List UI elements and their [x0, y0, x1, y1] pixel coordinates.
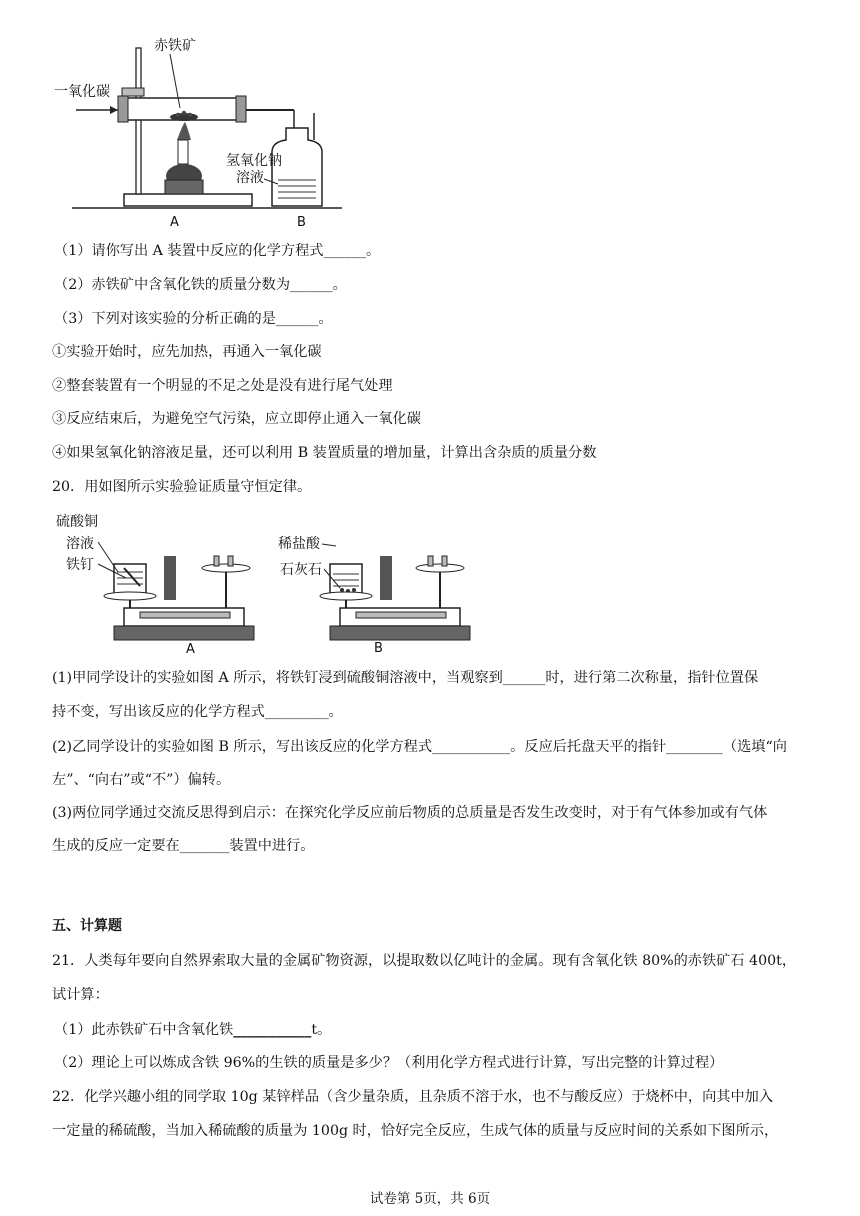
q21-stem-line2: 试计算：: [52, 987, 109, 1003]
q20-part1-line1: (1)甲同学设计的实验如图 A 所示，将铁钉浸到硫酸铜溶液中，当观察到______时，进行第二次称量，指针位置保: [52, 670, 759, 686]
figA-label-cuso4: 硫酸铜: [56, 514, 98, 530]
figA-label-solution: 溶液: [66, 536, 94, 552]
q21-sub1-prefix: （1）此赤铁矿石中含氧化铁: [54, 1022, 234, 1038]
q20-part1-line2: 持不变，写出该反应的化学方程式_________。: [52, 704, 343, 720]
q20-part2-line1: (2)乙同学设计的实验如图 B 所示，写出该反应的化学方程式___________。反应后托盘天平的指针________（选填“向: [52, 739, 787, 755]
figB-label-limestone: 石灰石: [280, 562, 322, 578]
q21-sub1-blank: ___________: [233, 1022, 312, 1038]
q19-sub2: （2）赤铁矿中含氧化铁的质量分数为______。: [54, 277, 347, 293]
fig1-caption-a: A: [170, 215, 179, 230]
q19-sub3: （3）下列对该实验的分析正确的是______。: [54, 311, 333, 327]
q22-stem-line1: 22．化学兴趣小组的同学取 10g 某锌样品（含少量杂质，且杂质不溶于水，也不与酸反应）于烧杯中，向其中加入: [52, 1089, 774, 1105]
q20-part3-line1: (3)两位同学通过交流反思得到启示：在探究化学反应前后物质的总质量是否发生改变时，对于有气体参加或有气体: [52, 805, 768, 821]
q22-stem-line2: 一定量的稀硫酸，当加入稀硫酸的质量为 100g 时，恰好完全反应，生成气体的质量与反应时间的关系如下图所示，: [52, 1123, 779, 1139]
q20-part2-line2: 左”、“向右”或“不”）偏转。: [52, 772, 231, 788]
fig1-co-label: 一氧化碳: [54, 84, 110, 100]
q21-sub1: [54, 1020, 331, 1040]
fig1-ore-label: 赤铁矿: [154, 38, 196, 54]
q19-option-3: ③反应结束后，为避免空气污染，应立即停止通入一氧化碳: [52, 411, 421, 427]
fig1-naoh-label-2: 溶液: [236, 170, 264, 186]
q19-sub1: （1）请你写出 A 装置中反应的化学方程式______。: [54, 243, 381, 259]
figB-label-hcl: 稀盐酸: [278, 536, 320, 552]
page-footer: 试卷第 5页，共 6页: [369, 1191, 491, 1207]
figA-label-nail: 铁钉: [66, 557, 94, 573]
q20-part3-line2: 生成的反应一定要在_______装置中进行。: [52, 838, 315, 854]
figB-caption: B: [374, 641, 383, 656]
balance-figure-b: [272, 518, 482, 658]
q20-stem: 20．用如图所示实验验证质量守恒定律。: [52, 479, 312, 495]
figA-caption: A: [186, 642, 195, 657]
section-heading-calculation: 五、计算题: [52, 918, 122, 934]
balance-figure-a: [54, 512, 264, 657]
fig1-naoh-label-1: 氢氧化钠: [226, 153, 282, 169]
co-reduction-apparatus-figure: [52, 28, 352, 233]
q19-option-4: ④如果氢氧化钠溶液足量，还可以利用 B 装置质量的增加量，计算出含杂质的质量分数: [52, 445, 597, 461]
q21-sub1-unit: t。: [311, 1022, 332, 1038]
q21-sub2: （2）理论上可以炼成含铁 96%的生铁的质量是多少？（利用化学方程式进行计算，写出完整的计算过程）: [54, 1055, 724, 1071]
q21-stem-line1: 21．人类每年要向自然界索取大量的金属矿物资源，以提取数以亿吨计的金属。现有含氧化铁 80%的赤铁矿石 400t，: [52, 953, 797, 969]
fig1-caption-b: B: [297, 215, 306, 230]
q19-option-1: ①实验开始时，应先加热，再通入一氧化碳: [52, 344, 322, 360]
q19-option-2: ②整套装置有一个明显的不足之处是没有进行尾气处理: [52, 378, 393, 394]
